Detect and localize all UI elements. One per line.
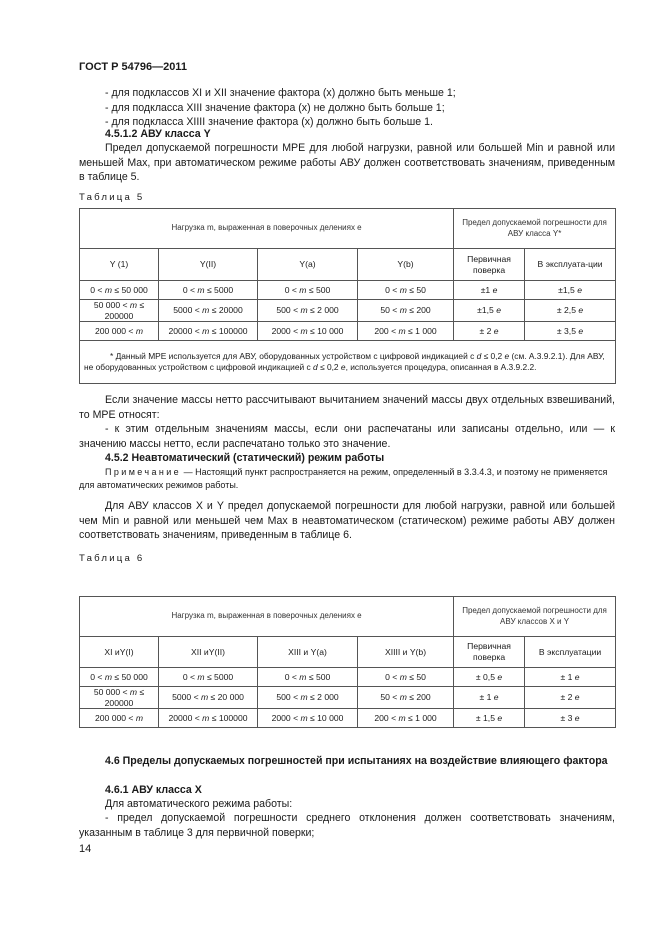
table-cell: ±1 e bbox=[454, 281, 525, 300]
table-cell: 0 < m ≤ 500 bbox=[258, 668, 358, 687]
table-row bbox=[80, 300, 616, 322]
table-cell: 0 < m ≤ 50 000 bbox=[80, 281, 159, 300]
table-cell: 50 < m ≤ 200 bbox=[358, 687, 454, 709]
table5-subheader-row bbox=[80, 249, 616, 281]
table-cell: 5000 < m ≤ 20000 bbox=[159, 300, 258, 322]
table-row bbox=[80, 709, 616, 728]
table-header-cell: Y(II) bbox=[159, 249, 258, 281]
paragraph-4512: Предел допускаемой погрешности MPE для любой нагрузки, равной или большей Min и равной или меньшей Max, при автоматическом режиме работы АВУ должен соответствовать значениям, приведенным в таблице 5. bbox=[79, 142, 615, 184]
table6-caption: Таблица 6 bbox=[79, 553, 145, 564]
table6-mpe-header bbox=[454, 597, 616, 637]
table5-caption: Таблица 5 bbox=[79, 192, 145, 203]
table-cell: 200 000 < m bbox=[80, 709, 159, 728]
table-header-cell: Первичная поверка bbox=[454, 637, 525, 668]
table5-footnote bbox=[80, 341, 616, 384]
table-cell: 500 < m ≤ 2 000 bbox=[258, 300, 358, 322]
table6-mpe-header-text: Предел допускаемой погрешности для АВУ классов X и Y bbox=[462, 606, 607, 626]
table-cell: 0 < m ≤ 5000 bbox=[159, 668, 258, 687]
table-cell: ± 2 e bbox=[454, 322, 525, 341]
table-cell: 50 < m ≤ 200 bbox=[358, 300, 454, 322]
paragraph-461-intro: Для автоматического режима работы: bbox=[105, 798, 293, 810]
section-heading-452: 4.5.2 Неавтоматический (статический) режим работы bbox=[105, 452, 385, 464]
table6-load-header-text: Нагрузка m, выраженная в поверочных делениях e bbox=[171, 611, 362, 621]
table6-subheader-row bbox=[80, 637, 616, 668]
intro-list bbox=[79, 86, 615, 130]
page-number: 14 bbox=[79, 843, 92, 855]
table5-mpe-header bbox=[454, 209, 616, 249]
table-cell: ± 1,5 e bbox=[454, 709, 525, 728]
list-item: - для подкласса XIII значение фактора (x) не должно быть больше 1; bbox=[105, 101, 445, 114]
table-cell: ± 2 e bbox=[525, 687, 616, 709]
table-cell: 50 000 < m ≤ 200000 bbox=[80, 300, 159, 322]
section-heading-4512: 4.5.1.2 АВУ класса Y bbox=[105, 128, 211, 140]
list-item: - для подклассов XI и XII значение фактора (x) должно быть меньше 1; bbox=[105, 87, 456, 99]
table-cell: 2000 < m ≤ 10 000 bbox=[258, 322, 358, 341]
table-cell: ±1,5 e bbox=[525, 281, 616, 300]
table-cell: ± 1 e bbox=[454, 687, 525, 709]
paragraph-461-bullet: - предел допускаемой погрешности среднего отклонения должен соответствовать значениям, указанным в таблице 3 для первичной поверки; bbox=[79, 812, 615, 839]
table-cell: ± 3,5 e bbox=[525, 322, 616, 341]
table-cell: 20000 < m ≤ 100000 bbox=[159, 709, 258, 728]
table-header-cell: Y(b) bbox=[358, 249, 454, 281]
table-header-cell: Y(a) bbox=[258, 249, 358, 281]
note-452 bbox=[79, 466, 615, 491]
table5-footnote-text: * Данный MPE используется для АВУ, оборудованных устройством с цифровой индикацией с d ≤ 0,2 e (см. А.3.9.2.1). Для АВУ, не оборудованных устройством с цифровой индикацией с d ≤ 0,2 e, используется процедура, описанная в А.3.9.2.2. bbox=[84, 351, 605, 373]
table-row bbox=[80, 322, 616, 341]
table-cell: ± 1 e bbox=[525, 668, 616, 687]
table-row bbox=[80, 687, 616, 709]
table-cell: 5000 < m ≤ 20 000 bbox=[159, 687, 258, 709]
table-cell: ± 3 e bbox=[525, 709, 616, 728]
table-cell: ± 0,5 e bbox=[454, 668, 525, 687]
table5 bbox=[79, 208, 616, 384]
table-cell: 0 < m ≤ 50 000 bbox=[80, 668, 159, 687]
table-row bbox=[80, 281, 616, 300]
netto-paragraph: Если значение массы нетто рассчитывают вычитанием значений массы двух отдельных взвешиваний, то MPE относят: bbox=[79, 394, 615, 421]
table5-mpe-header-text: Предел допускаемой погрешности для АВУ класса Y* bbox=[462, 218, 607, 238]
note-label: Примечание bbox=[105, 467, 182, 477]
table-cell: 200 < m ≤ 1 000 bbox=[358, 709, 454, 728]
paragraph-452: Для АВУ классов X и Y предел допускаемой погрешности для любой нагрузки, равной или большей чем Min и равной или меньшей чем Max в неавтоматическом (статическом) режиме работы АВУ должен соответствовать значениям, приведенным в таблице 6. bbox=[79, 500, 615, 542]
table-cell: ±1,5 e bbox=[454, 300, 525, 322]
table6 bbox=[79, 596, 616, 728]
table-cell: 500 < m ≤ 2 000 bbox=[258, 687, 358, 709]
table-header-cell: В эксплуатации bbox=[525, 637, 616, 668]
table-cell: 2000 < m ≤ 10 000 bbox=[258, 709, 358, 728]
table-header-cell: XIIII и Y(b) bbox=[358, 637, 454, 668]
table-header-cell: XI иY(I) bbox=[80, 637, 159, 668]
table5-load-header bbox=[80, 209, 454, 249]
netto-bullet: - к этим отдельным значениям массы, если они распечатаны или записаны отдельно, или — к значению массы нетто, если распечатано только это значение. bbox=[79, 423, 615, 450]
table-cell: 20000 < m ≤ 100000 bbox=[159, 322, 258, 341]
section-heading-46: 4.6 Пределы допускаемых погрешностей при испытаниях на воздействие влияющего фактора bbox=[105, 755, 608, 767]
table-cell: 50 000 < m ≤ 200000 bbox=[80, 687, 159, 709]
table5-load-header-text: Нагрузка m, выраженная в поверочных делениях e bbox=[171, 223, 362, 233]
list-item: - для подкласса XIIII значение фактора (x) должно быть больше 1. bbox=[105, 116, 433, 129]
table-header-cell: XIII и Y(a) bbox=[258, 637, 358, 668]
table-cell: 200 000 < m bbox=[80, 322, 159, 341]
table-cell: 200 < m ≤ 1 000 bbox=[358, 322, 454, 341]
table-cell: 0 < m ≤ 50 bbox=[358, 668, 454, 687]
table-header-cell: Первичная поверка bbox=[454, 249, 525, 281]
table-cell: 0 < m ≤ 500 bbox=[258, 281, 358, 300]
table6-load-header bbox=[80, 597, 454, 637]
table-header-cell: Y (1) bbox=[80, 249, 159, 281]
section-heading-461: 4.6.1 АВУ класса X bbox=[105, 784, 202, 796]
table-header-cell: XII иY(II) bbox=[159, 637, 258, 668]
table-cell: ± 2,5 e bbox=[525, 300, 616, 322]
note-text: — Настоящий пункт распространяется на режим, определенный в 3.3.4.3, и поэтому не применяется для автоматических режимов работы. bbox=[79, 467, 608, 490]
table-cell: 0 < m ≤ 50 bbox=[358, 281, 454, 300]
table-row bbox=[80, 668, 616, 687]
table-cell: 0 < m ≤ 5000 bbox=[159, 281, 258, 300]
table-header-cell: В эксплуата-ции bbox=[525, 249, 616, 281]
document-header: ГОСТ Р 54796—2011 bbox=[79, 61, 187, 73]
